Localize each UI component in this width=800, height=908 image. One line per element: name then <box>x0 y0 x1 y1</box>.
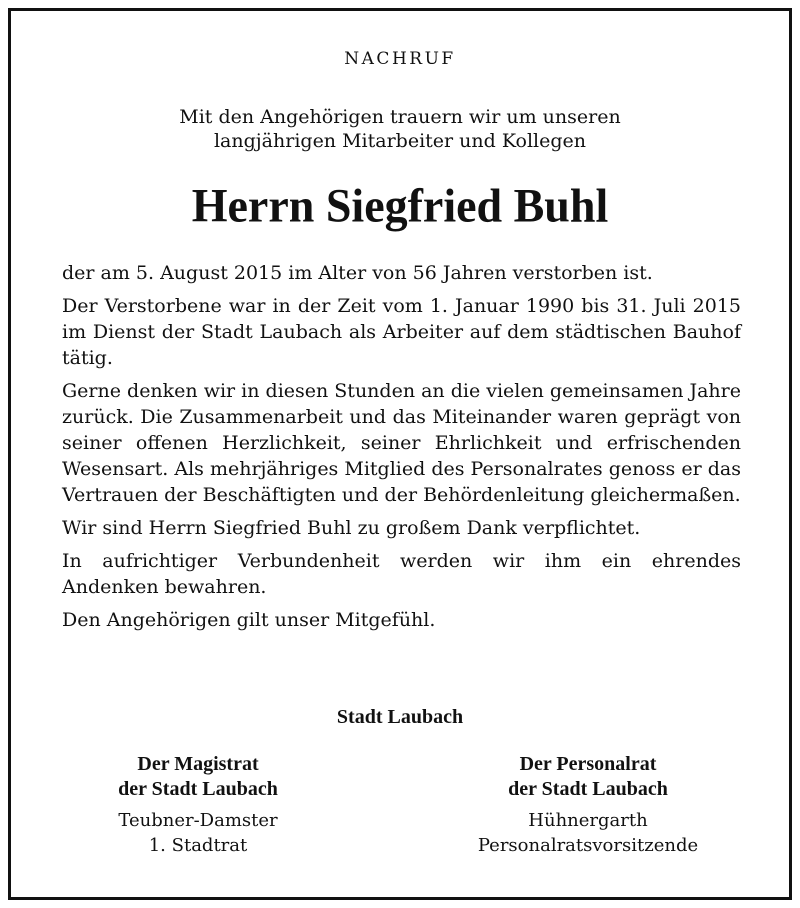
signatory-body-line-2: der Stadt Laubach <box>118 778 278 800</box>
signatory-role: Personalratsvorsitzende <box>477 835 699 856</box>
paragraph-death-notice: der am 5. August 2015 im Alter von 56 Jahren verstorben ist. <box>62 262 653 284</box>
signatory-body-line-2: der Stadt Laubach <box>508 778 668 800</box>
deceased-name: Herrn Siegfried Buhl <box>191 178 609 232</box>
paragraph-condolence: Den Angehörigen gilt unser Mitgefühl. <box>62 609 436 631</box>
signatory-person: Hühnergarth <box>528 810 648 831</box>
obituary-body <box>62 260 741 640</box>
signatory-body-line-1: Der Magistrat <box>137 753 259 775</box>
signature-block-personalrat <box>428 752 748 858</box>
paragraph-employment: Der Verstorbene war in der Zeit vom 1. Januar 1990 bis 31. Juli 2015 im Dienst der Stadt Laubach als Arbeiter auf dem städtischen Bauhof tätig. <box>62 295 741 369</box>
intro-line-2: langjährigen Mitarbeiter und Kollegen <box>213 130 586 152</box>
paragraph-gratitude: Wir sind Herrn Siegfried Buhl zu großem Dank verpflichtet. <box>62 517 641 539</box>
intro-text <box>0 105 800 153</box>
signatory-role: 1. Stadtrat <box>148 835 248 856</box>
organization-name: Stadt Laubach <box>336 706 464 728</box>
notice-title: NACHRUF <box>344 49 456 69</box>
paragraph-memory: In aufrichtiger Verbundenheit werden wir ihm ein ehrendes Andenken bewahren. <box>62 550 741 598</box>
signatory-body-line-1: Der Personalrat <box>519 753 657 775</box>
intro-line-1: Mit den Angehörigen trauern wir um unseren <box>179 106 621 128</box>
paragraph-remembrance: Gerne denken wir in diesen Stunden an die vielen gemeinsamen Jahre zurück. Die Zusammenarbeit und das Miteinander waren geprägt von seiner offenen Herzlichkeit, seiner Ehrlichkeit und erfrischenden Wesensart. Als mehrjähriges Mitglied des Personalrates genoss er das Vertrauen der Beschäftigten und der Behördenleitung gleichermaßen. <box>62 380 741 506</box>
signature-block-magistrat <box>38 752 358 858</box>
signatory-person: Teubner-Damster <box>118 810 278 831</box>
